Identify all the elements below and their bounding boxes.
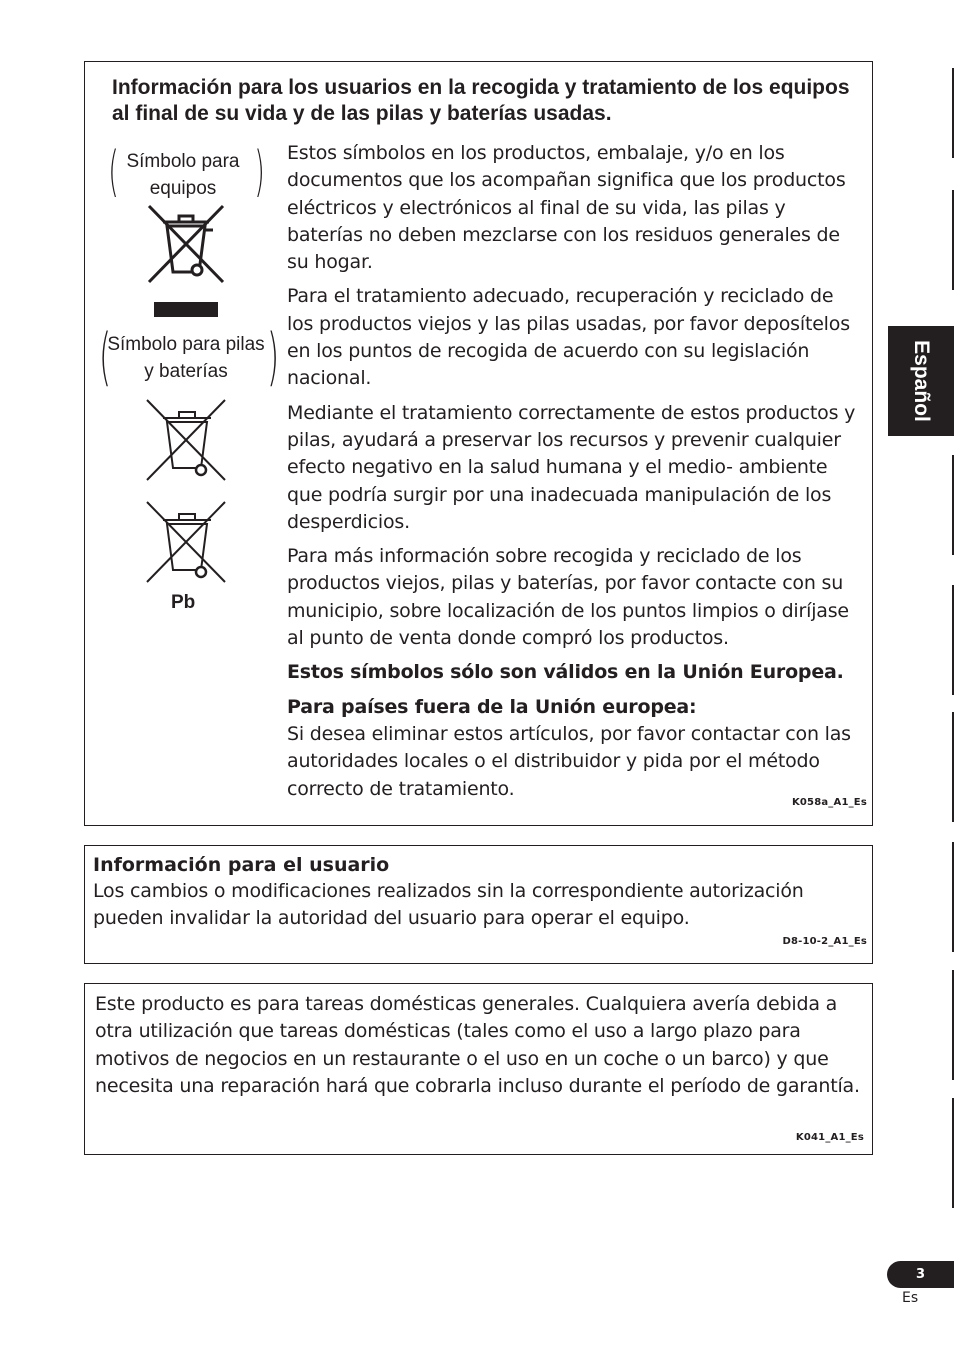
paren-right: ) (267, 320, 280, 393)
language-tab (888, 326, 954, 436)
paragraph: Para el tratamiento adecuado, recuperación y reciclado de los productos viejos y las pilas usadas, por favor deposítelos en los puntos de recogida de acuerdo con su legislación nacional. (287, 285, 850, 390)
paragraph: Mediante el tratamiento correctamente de estos productos y pilas, ayudará a preservar los recursos y prevenir cualquier efecto negativo en la salud humana y el medio- ambiente que podría surgir por una inadecuada manipulación de los desperdicios. (287, 401, 856, 533)
paren-right: ) (254, 140, 265, 203)
crossed-out-wheelie-bin-icon (147, 204, 227, 286)
paragraph: Estos símbolos en los productos, embalaje, y/o en los documentos que los acompañan significa que los productos eléctricos y electrónicos al final de su vida, las pilas y baterías no deben mezclarse con los residuos generales de su hogar. (287, 142, 846, 274)
document-code: D8-10-2_A1_Es (782, 936, 867, 947)
symbol-batteries-label: Símbolo para pilas y baterías (107, 334, 265, 382)
crossed-out-wheelie-bin-icon (145, 398, 229, 484)
language-tab-label: Español (910, 340, 933, 422)
user-info-title: Información para el usuario (93, 854, 390, 876)
pb-label: Pb (171, 592, 196, 613)
domestic-use-box (84, 983, 873, 1155)
eu-note: Estos símbolos sólo son válidos en la Unión Europea. (287, 661, 844, 684)
symbol-equipment-label: Símbolo para equipos (126, 151, 240, 199)
domestic-use-text: Este producto es para tareas domésticas generales. Cualquiera avería debida a otra utilización que tareas domésticas (tales como el uso a largo plazo para motivos de negocios en un restaurante o el uso en un coche o un barco) y que necesita una reparación hará que cobrarla incluso durante el período de garantía. (95, 993, 860, 1098)
recycling-heading: Información para los usuarios en la recogida y tratamiento de los equipos al final de su vida y de las pilas y baterías usadas. (112, 76, 850, 125)
page-language: Es (902, 1290, 919, 1306)
document-code: K041_A1_Es (795, 1132, 864, 1143)
non-eu-heading: Para países fuera de la Unión europea: (287, 695, 697, 718)
recycling-info-box (84, 61, 873, 826)
user-info-text: Los cambios o modificaciones realizados sin la correspondiente autorización pueden invalidar la autoridad del usuario para operar el equipo. (93, 880, 804, 929)
page-number: 3 (887, 1261, 954, 1288)
equipment-date-bar (154, 302, 218, 317)
document-code: K058a_A1_Es (791, 797, 867, 808)
paren-left: ( (108, 140, 119, 203)
paragraph: Para más información sobre recogida y reciclado de los productos viejos, pilas y baterías, por favor contacte con su municipio, sobre localización de los puntos limpios o diríjase al punto de venta donde compró los productos. (287, 545, 849, 650)
non-eu-text: Si desea eliminar estos artículos, por favor contactar con las autoridades locales o el distribuidor y pida por el método correcto de tratamiento. (287, 722, 851, 800)
recycling-body (287, 140, 859, 810)
crossed-out-wheelie-bin-icon (145, 500, 229, 586)
paren-left: ( (99, 320, 112, 393)
user-info-box (84, 845, 873, 964)
